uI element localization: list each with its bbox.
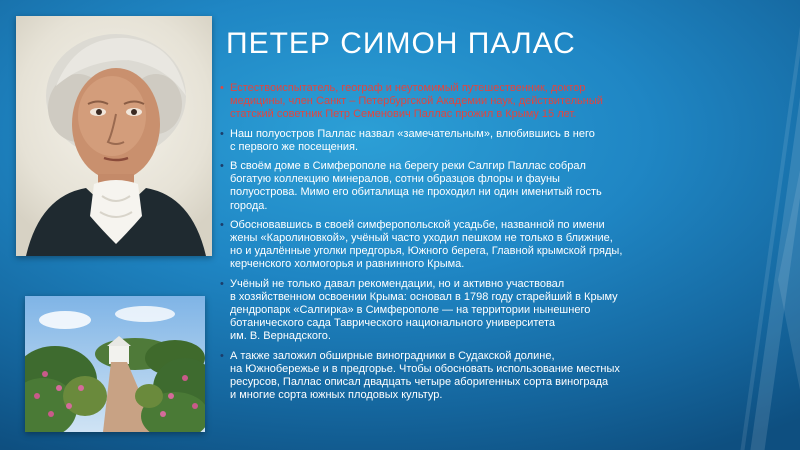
decorative-triangle <box>778 170 800 390</box>
bullet-list <box>220 82 698 408</box>
bullet-marker: • <box>220 349 224 362</box>
bullet-item <box>220 128 698 154</box>
bullet-text: Наш полуостров Паллас назвал «замечательным», влюбившись в него с первого же посещения. <box>230 127 595 153</box>
garden-photo <box>25 296 205 432</box>
bullet-marker: • <box>220 277 224 290</box>
bullet-text: А также заложил обширные виноградники в Судакской долине, на Южнобережье и в предгорье. Чтобы обосновать использование местных ресурсов, Паллас описал двадцать четыре аборигенных сорта винограда и многие сорта южных плодовых культур. <box>230 349 620 402</box>
portrait-drawing <box>16 16 212 256</box>
bullet-text: В своём доме в Симферополе на берегу реки Салгир Паллас собрал богатую коллекцию минералов, сотни образцов флоры и фауны полуострова. Мимо его обиталища не проходил ни один именитый гость города. <box>230 160 602 212</box>
bullet-text: Учёный не только давал рекомендации, но и активно участвовал в хозяйственном освоении Крыма: основал в 1798 году старейший в Крыму дендропарк «Салгирка» в Симферополе — на территории нынешнего ботанического сада Таврического национального университета им. В. Вернадского. <box>230 277 618 343</box>
bullet-marker: • <box>220 82 224 94</box>
bullet-item <box>220 82 698 122</box>
decorative-stripes <box>740 0 800 450</box>
bullet-text: Естествоиспытатель, географ и неутомимый путешественник, доктор медицины, член Санкт – Петербургской Академии наук, действительный статский советник Петр Семенович Паллас прожил в Крыму 15 лет. <box>230 82 603 121</box>
portrait-image <box>16 16 212 256</box>
slide-title: ПЕТЕР СИМОН ПАЛАС <box>226 27 576 60</box>
bullet-text: Обосновавшись в своей симферопольской усадьбе, названной по имени жены «Каролиновкой», учёный часто уходил пешком не только в ближние, но и удалённые уголки предгорья, Южного берега, Главной крымской гряды, керченского холмогорья и равнинного Крыма. <box>230 218 623 271</box>
bullet-marker: • <box>220 218 224 231</box>
bullet-marker: • <box>220 160 224 173</box>
bullet-marker: • <box>220 127 224 140</box>
bullet-item <box>220 160 698 213</box>
garden-drawing <box>25 296 205 432</box>
bullet-item <box>220 350 698 403</box>
bullet-item <box>220 278 698 344</box>
bullet-item <box>220 219 698 272</box>
